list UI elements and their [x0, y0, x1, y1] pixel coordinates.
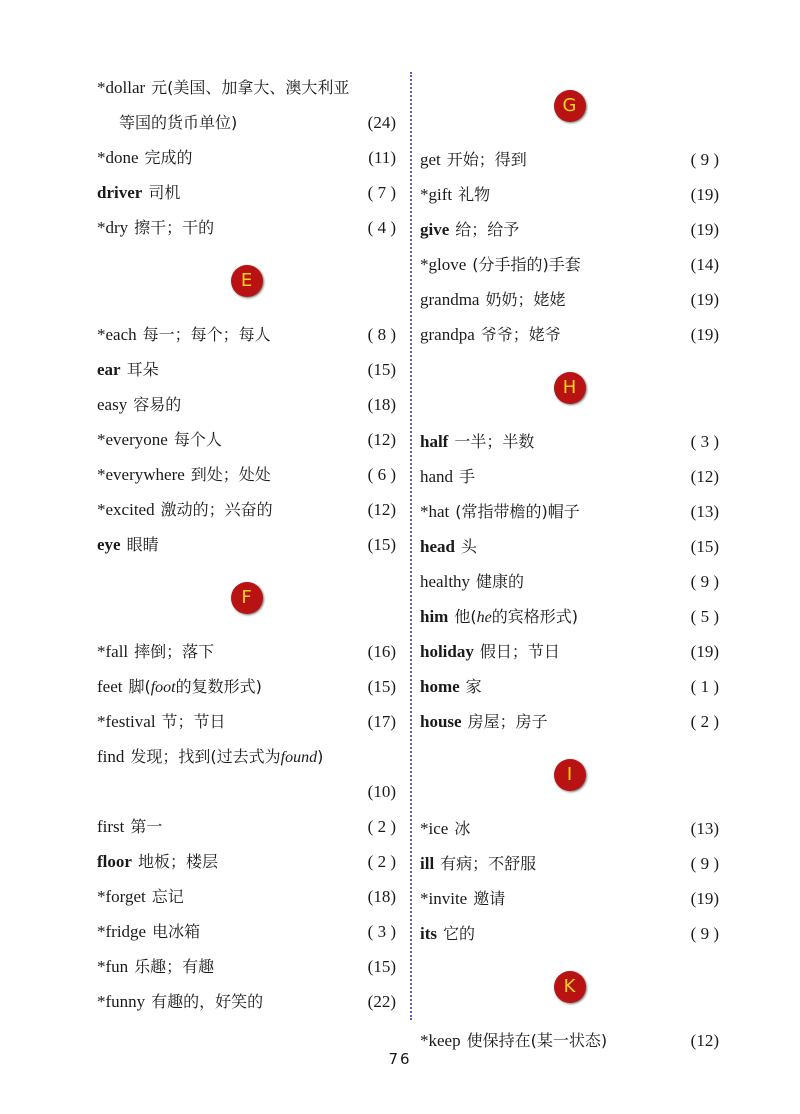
entry-lesson-number: (16)	[367, 642, 396, 661]
entry-meaning-text: 使保持在(某一状态)	[466, 1031, 608, 1050]
entry-word: *festival	[97, 712, 156, 731]
letter-section-header	[420, 739, 719, 811]
entry-meaning-tail: 的复数形式)	[175, 677, 262, 696]
entry-lesson-number: ( 7 )	[367, 183, 396, 202]
entry-word: half	[420, 432, 449, 451]
entry-lesson-number: (14)	[690, 255, 719, 274]
entry-meaning-text: 电冰箱	[152, 922, 201, 941]
glossary-entry	[420, 529, 719, 564]
glossary-entry	[97, 949, 396, 984]
entry-lesson-number: (19)	[690, 325, 719, 344]
entry-lesson-number: ( 3 )	[690, 432, 719, 451]
entry-lesson-number: (19)	[690, 642, 719, 661]
entry-meaning	[152, 922, 200, 941]
entry-meaning-text: (常指带檐的)帽子	[455, 502, 580, 521]
glossary-entry	[97, 317, 396, 352]
entry-meaning-text: 完成的	[144, 148, 193, 167]
glossary-entry	[420, 424, 719, 459]
entry-meaning-text: 地板；楼层	[137, 852, 218, 871]
entry-meaning-text: 容易的	[133, 395, 182, 414]
entry-meaning	[454, 607, 578, 626]
entry-meaning	[472, 255, 581, 274]
entry-lesson-number: (12)	[690, 1031, 719, 1050]
glossary-entry	[420, 564, 719, 599]
glossary-entry	[97, 70, 396, 105]
entry-meaning	[454, 819, 470, 838]
entry-meaning	[191, 465, 271, 484]
entry-word: driver	[97, 183, 143, 202]
entry-lesson-number: (19)	[690, 290, 719, 309]
entry-word: eye	[97, 535, 121, 554]
letter-section-header	[420, 70, 719, 142]
entry-lesson-number: ( 9 )	[690, 854, 719, 873]
entry-meaning-text: 奶奶；姥姥	[485, 290, 566, 309]
entry-lesson-number: (19)	[690, 185, 719, 204]
glossary-entry	[420, 846, 719, 881]
glossary-entry	[420, 317, 719, 352]
entry-word: *hat	[420, 502, 450, 521]
letter-badge: F	[231, 582, 263, 614]
letter-badge: K	[554, 971, 586, 1003]
letter-section-header	[420, 352, 719, 424]
entry-meaning-text: 冰	[454, 819, 471, 838]
glossary-entry	[420, 212, 719, 247]
letter-section-header	[420, 951, 719, 1023]
entry-word: *keep	[420, 1031, 461, 1050]
entry-lesson-number: (12)	[367, 430, 396, 449]
entry-lesson-number: ( 4 )	[367, 218, 396, 237]
glossary-entry	[97, 809, 396, 844]
glossary-entry	[97, 914, 396, 949]
letter-section-header	[97, 245, 396, 317]
entry-lesson-number: (18)	[367, 395, 396, 414]
entry-meaning	[162, 712, 226, 731]
entry-meaning-text: 到处；处处	[190, 465, 271, 484]
glossary-entry	[97, 140, 396, 175]
entry-meaning	[134, 642, 214, 661]
entry-meaning	[485, 290, 565, 309]
entry-meaning-text: 爷爷；姥爷	[480, 325, 561, 344]
glossary-entry-lesson-line	[97, 774, 396, 809]
glossary-entry	[420, 634, 719, 669]
entry-meaning	[455, 220, 519, 239]
glossary-entry	[97, 422, 396, 457]
letter-badge: E	[231, 265, 263, 297]
entry-word: *glove	[420, 255, 467, 274]
letter-badge: G	[554, 90, 586, 122]
glossary-entry-continuation	[97, 105, 396, 140]
entry-meaning	[128, 677, 261, 696]
entry-word: feet	[97, 677, 123, 696]
glossary-entry	[420, 669, 719, 704]
glossary-entry	[97, 704, 396, 739]
entry-lesson-number: ( 9 )	[690, 572, 719, 591]
glossary-entry	[97, 634, 396, 669]
entry-meaning	[161, 500, 273, 519]
entry-lesson-number: (13)	[690, 502, 719, 521]
entry-meaning	[127, 535, 159, 554]
entry-meaning-text: 司机	[148, 183, 181, 202]
entry-word: ill	[420, 854, 435, 873]
entry-word: holiday	[420, 642, 474, 661]
entry-lesson-number: ( 6 )	[367, 465, 396, 484]
entry-word: *funny	[97, 992, 146, 1011]
entry-meaning-text: 有病；不舒服	[440, 854, 537, 873]
entry-meaning-text: 发现；找到(过去式为	[130, 747, 281, 766]
entry-lesson-number: (19)	[690, 889, 719, 908]
entry-meaning-text: 头	[460, 537, 477, 556]
entry-meaning	[473, 889, 505, 908]
entry-meaning	[151, 992, 263, 1011]
entry-lesson-number: ( 5 )	[690, 607, 719, 626]
entry-meaning-italic: foot	[150, 679, 176, 696]
entry-meaning-text: 假日；节日	[479, 642, 560, 661]
glossary-entry	[97, 387, 396, 422]
entry-meaning	[476, 572, 524, 591]
entry-word: him	[420, 607, 449, 626]
entry-word: easy	[97, 395, 128, 414]
entry-meaning-text: 每个人	[173, 430, 222, 449]
entry-word: *everyone	[97, 430, 168, 449]
entry-meaning-text: 礼物	[458, 185, 491, 204]
entry-meaning	[455, 502, 580, 521]
entry-word: head	[420, 537, 455, 556]
entry-lesson-number: (19)	[690, 220, 719, 239]
entry-word: *gift	[420, 185, 453, 204]
glossary-entry	[97, 527, 396, 562]
glossary-entry	[97, 492, 396, 527]
glossary-entry	[420, 459, 719, 494]
entry-word: house	[420, 712, 462, 731]
glossary-entry	[420, 282, 719, 317]
glossary-entry	[420, 916, 719, 951]
entry-lesson-number: (12)	[690, 467, 719, 486]
entry-word: its	[420, 924, 437, 943]
entry-lesson-number: (15)	[367, 535, 396, 554]
entry-meaning	[133, 395, 181, 414]
column-divider	[410, 72, 412, 1020]
entry-lesson-number: (18)	[367, 887, 396, 906]
glossary-entry	[97, 457, 396, 492]
entry-meaning	[480, 642, 560, 661]
glossary-right-column	[420, 70, 719, 1058]
entry-meaning	[461, 537, 477, 556]
entry-word: *fun	[97, 957, 129, 976]
entry-lesson-number: ( 9 )	[690, 150, 719, 169]
entry-meaning	[443, 924, 475, 943]
entry-meaning-text: 第一	[130, 817, 163, 836]
entry-lesson-number: (15)	[367, 677, 396, 696]
entry-meaning-text: 等国的货币单位)	[119, 113, 238, 132]
entry-lesson-number: (22)	[367, 992, 396, 1011]
entry-lesson-number: ( 2 )	[367, 852, 396, 871]
glossary-entry	[97, 669, 396, 704]
glossary-entry	[97, 844, 396, 879]
glossary-entry	[420, 247, 719, 282]
entry-lesson-number: (17)	[367, 712, 396, 731]
entry-meaning-text: 有趣的，好笑的	[151, 992, 264, 1011]
entry-meaning-text: 健康的	[476, 572, 525, 591]
entry-meaning	[467, 1031, 608, 1050]
glossary-entry	[420, 881, 719, 916]
entry-meaning	[148, 183, 180, 202]
entry-meaning-italic: he	[476, 609, 492, 626]
glossary-entry	[97, 879, 396, 914]
entry-word: *fall	[97, 642, 129, 661]
entry-lesson-number: (15)	[367, 957, 396, 976]
entry-word: first	[97, 817, 125, 836]
entry-meaning-tail: )	[317, 747, 324, 766]
entry-word: *each	[97, 325, 137, 344]
entry-meaning	[459, 467, 475, 486]
entry-word: healthy	[420, 572, 471, 591]
entry-meaning	[440, 854, 536, 873]
entry-word: hand	[420, 467, 454, 486]
entry-meaning-text: 给；给予	[455, 220, 520, 239]
entry-word: *dollar	[97, 78, 146, 97]
entry-meaning-text: 眼睛	[126, 535, 159, 554]
glossary-entry	[420, 494, 719, 529]
letter-badge: I	[554, 759, 586, 791]
entry-lesson-number: (12)	[367, 500, 396, 519]
letter-section-header	[97, 562, 396, 634]
entry-lesson-number: (15)	[690, 537, 719, 556]
glossary-entry	[420, 704, 719, 739]
entry-word: *forget	[97, 887, 146, 906]
entry-meaning-text: 开始；得到	[446, 150, 527, 169]
entry-word: ear	[97, 360, 121, 379]
entry-word: *fridge	[97, 922, 147, 941]
entry-lesson-number: ( 8 )	[367, 325, 396, 344]
entry-lesson-number: (10)	[367, 782, 396, 801]
glossary-entry	[97, 175, 396, 210]
entry-meaning	[134, 218, 214, 237]
entry-meaning-tail: 的宾格形式)	[491, 607, 578, 626]
entry-meaning	[143, 325, 271, 344]
entry-word: give	[420, 220, 450, 239]
entry-word: *dry	[97, 218, 129, 237]
entry-meaning-text: 手	[459, 467, 476, 486]
entry-word: floor	[97, 852, 132, 871]
glossary-entry	[97, 210, 396, 245]
entry-meaning-text: 一半；半数	[454, 432, 535, 451]
entry-lesson-number: (13)	[690, 819, 719, 838]
glossary-left-column	[97, 70, 396, 1019]
entry-meaning	[151, 78, 349, 97]
glossary-entry	[97, 984, 396, 1019]
entry-meaning	[447, 150, 527, 169]
entry-meaning-text: 乐趣；有趣	[134, 957, 215, 976]
entry-meaning-text: 脚(	[128, 677, 151, 696]
entry-lesson-number: (24)	[367, 113, 396, 132]
entry-meaning-text: 摔倒；落下	[134, 642, 215, 661]
entry-meaning	[130, 747, 323, 766]
entry-word: grandma	[420, 290, 480, 309]
entry-meaning-text: 它的	[443, 924, 476, 943]
entry-meaning-text: 邀请	[473, 889, 506, 908]
entry-lesson-number: (11)	[368, 148, 396, 167]
entry-meaning	[458, 185, 490, 204]
entry-word: *excited	[97, 500, 155, 519]
entry-word: grandpa	[420, 325, 475, 344]
entry-meaning	[468, 712, 548, 731]
page-number: 76	[388, 1050, 412, 1068]
entry-meaning	[466, 677, 482, 696]
entry-meaning-text: (分手指的)手套	[472, 255, 581, 274]
entry-meaning-text: 家	[465, 677, 482, 696]
entry-word: find	[97, 747, 125, 766]
entry-meaning	[119, 113, 237, 132]
glossary-entry	[420, 177, 719, 212]
entry-word: *done	[97, 148, 139, 167]
entry-lesson-number: (15)	[367, 360, 396, 379]
entry-meaning	[152, 887, 184, 906]
entry-meaning	[145, 148, 193, 167]
entry-meaning-text: 每一；每个；每人	[142, 325, 271, 344]
glossary-entry	[420, 599, 719, 634]
entry-word: *everywhere	[97, 465, 185, 484]
entry-meaning	[454, 432, 534, 451]
entry-meaning-text: 节；节日	[161, 712, 226, 731]
entry-word: *invite	[420, 889, 468, 908]
entry-word: *ice	[420, 819, 449, 838]
entry-meaning-text: 他(	[454, 607, 477, 626]
entry-lesson-number: ( 1 )	[690, 677, 719, 696]
entry-lesson-number: ( 3 )	[367, 922, 396, 941]
entry-meaning-text: 元(美国、加拿大、澳大利亚	[151, 78, 350, 97]
entry-meaning-italic: found	[280, 749, 318, 766]
entry-lesson-number: ( 2 )	[367, 817, 396, 836]
entry-meaning	[130, 817, 162, 836]
entry-meaning-text: 忘记	[151, 887, 184, 906]
glossary-entry	[97, 739, 396, 774]
entry-meaning	[138, 852, 218, 871]
entry-meaning	[134, 957, 214, 976]
entry-lesson-number: ( 2 )	[690, 712, 719, 731]
glossary-entry	[420, 142, 719, 177]
entry-meaning	[127, 360, 159, 379]
entry-word: get	[420, 150, 441, 169]
glossary-entry	[420, 811, 719, 846]
entry-meaning	[481, 325, 561, 344]
entry-lesson-number: ( 9 )	[690, 924, 719, 943]
entry-meaning-text: 擦干；干的	[134, 218, 215, 237]
entry-meaning-text: 耳朵	[126, 360, 159, 379]
entry-word: home	[420, 677, 460, 696]
entry-meaning-text: 房屋；房子	[467, 712, 548, 731]
entry-meaning	[174, 430, 222, 449]
entry-meaning-text: 激动的；兴奋的	[160, 500, 273, 519]
letter-badge: H	[554, 372, 586, 404]
glossary-entry	[97, 352, 396, 387]
